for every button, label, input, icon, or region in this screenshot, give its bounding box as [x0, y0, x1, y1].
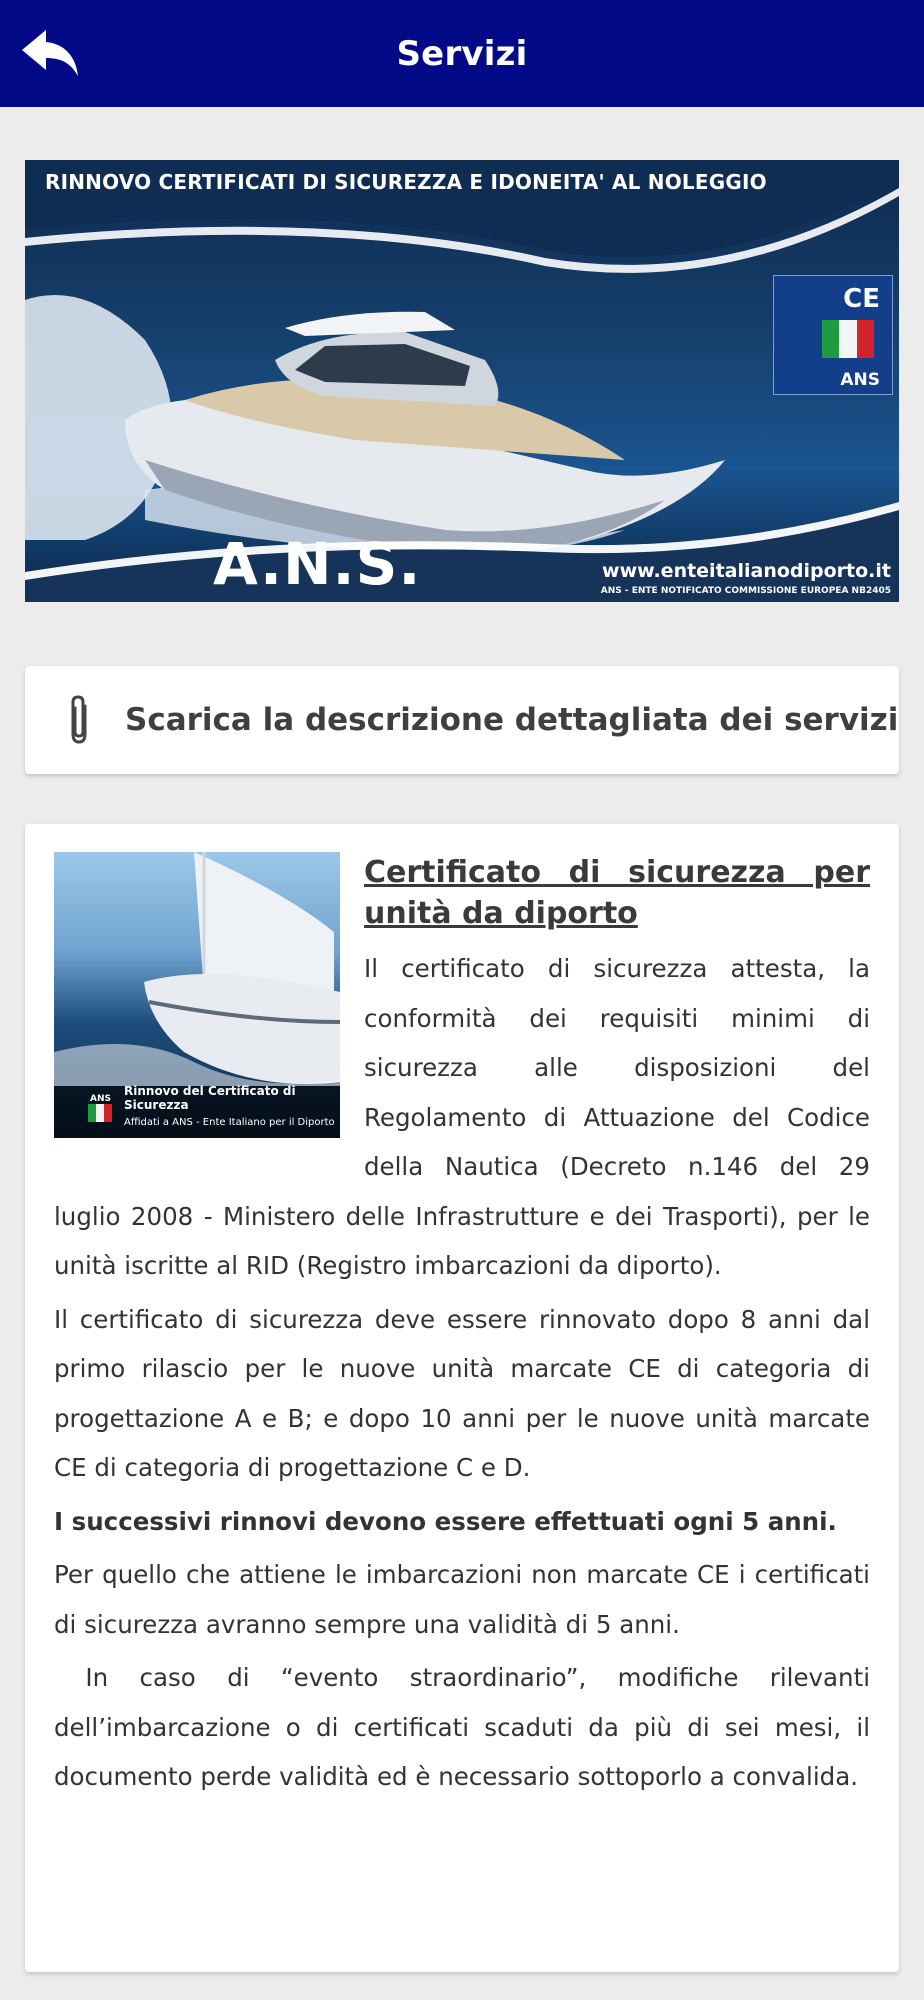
hero-headline: RINNOVO CERTIFICATI DI SICUREZZA E IDONEITA' AL NOLEGGIO — [45, 170, 767, 194]
article-paragraph: Per quello che attiene le imbarcazioni non marcate CE i certificati di sicurezza avranno sempre una validità di 5 anni. — [54, 1560, 870, 1639]
download-label: Scarica la descrizione dettagliata dei servizi — [125, 702, 899, 738]
back-arrow-icon — [20, 28, 82, 78]
article-title: Certificato di sicurezza per unità da diporto — [364, 855, 870, 931]
app-bar — [0, 0, 924, 107]
hero-subtext: ANS - ENTE NOTIFICATO COMMISSIONE EUROPEA NB2405 — [600, 586, 891, 596]
badge-ans-label: ANS — [840, 370, 880, 390]
article-paragraph: Il certificato di sicurezza attesta, la conformità dei requisiti minimi di sicurezza alle disposizioni del Regolamento di Attuazione del Codice della Nautica (Decreto n.146 del 29 luglio 2008 - Ministero delle Infrastrutture e dei Trasporti), per le unità iscritte al RID (Registro imbarcazioni da diporto). — [54, 954, 870, 1280]
image-caption-subtitle: Affidati a ANS - Ente Italiano per il Diporto — [124, 1117, 335, 1128]
article-paragraph: I successivi rinnovi devono essere effettuati ogni 5 anni. — [54, 1506, 837, 1536]
article-paragraph: Il certificato di sicurezza deve essere rinnovato dopo 8 anni dal primo rilascio per le nuove unità marcate CE di categoria di progettazione A e B; e dopo 10 anni per le nuove unità marcate CE di categoria di progettazione C e D. — [54, 1304, 870, 1482]
hero-banner — [25, 160, 899, 602]
ce-ans-badge — [773, 275, 893, 395]
article-paragraph: In caso di “evento straordinario”, modifiche rilevanti dell’imbarcazione o di certificati scaduti da più di sei mesi, il documento perde validità ed è necessario sottoporlo a convalida. — [54, 1663, 878, 1791]
ce-mark: CE — [843, 284, 880, 314]
download-description-button[interactable] — [25, 666, 899, 774]
mini-italian-flag-icon — [88, 1104, 112, 1122]
hero-url: www.enteitalianodiporto.it — [602, 560, 891, 582]
hero-brand: A.N.S. — [213, 530, 422, 598]
image-caption-title: Rinnovo del Certificato di Sicurezza — [124, 1084, 296, 1112]
paperclip-icon — [57, 694, 101, 746]
service-article-card — [25, 824, 899, 1972]
sailboat-image — [54, 852, 340, 1138]
image-ans-label: ANS — [90, 1094, 111, 1104]
italian-flag-icon — [822, 320, 874, 358]
back-button[interactable] — [16, 24, 86, 82]
boat-illustration — [25, 160, 899, 602]
page-title: Servizi — [396, 33, 528, 74]
